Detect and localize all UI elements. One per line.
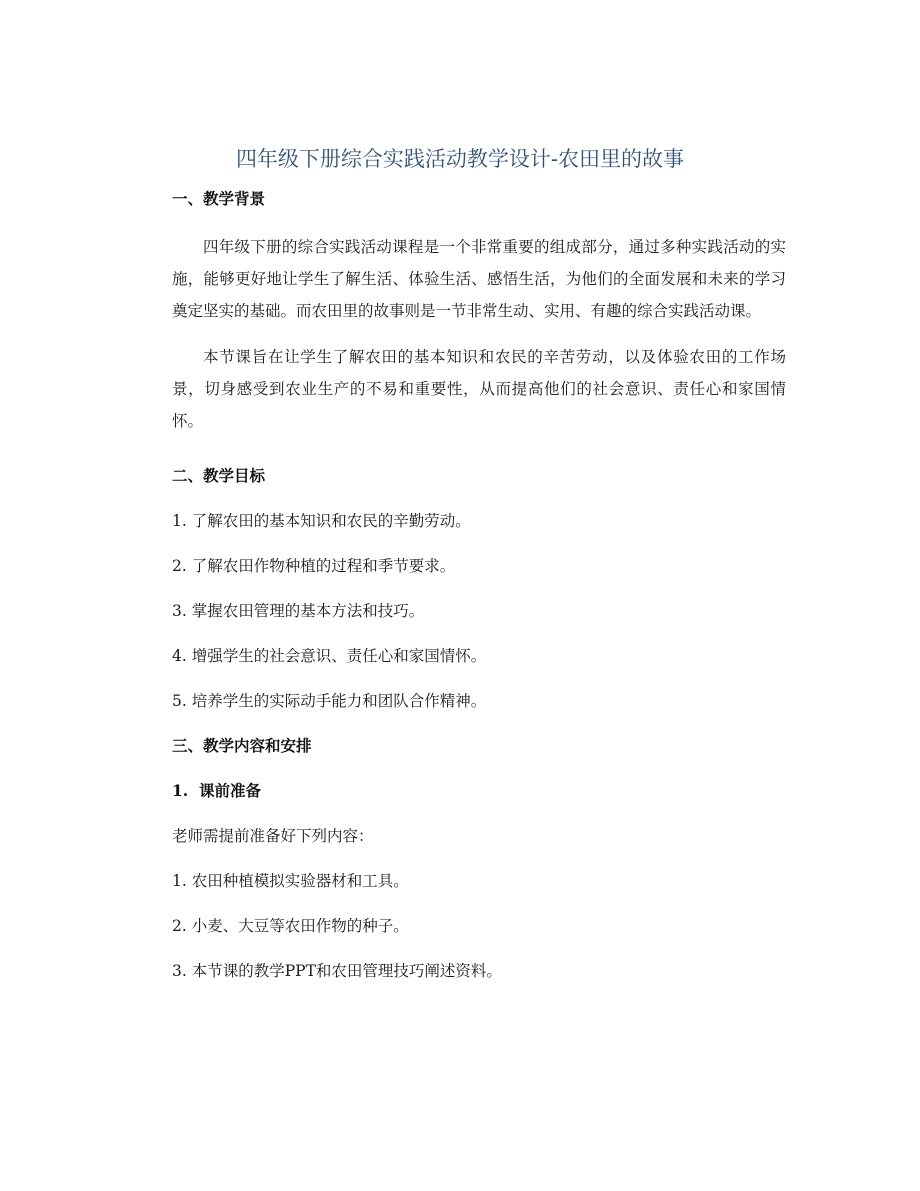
objective-item: 1. 了解农田的基本知识和农民的辛勤劳动。 xyxy=(172,512,471,530)
section-heading-background: 一、教学背景 xyxy=(172,189,266,208)
document-body xyxy=(172,186,786,984)
objective-item: 2. 了解农田作物种植的过程和季节要求。 xyxy=(172,557,456,575)
preparation-intro: 老师需提前准备好下列内容： xyxy=(172,827,374,845)
background-paragraph-1: 四年级下册的综合实践活动课程是一个非常重要的组成部分，通过多种实践活动的实施，能够更好地让学生了解生活、体验生活、感悟生活，为他们的全面发展和未来的学习奠定坚实的基础。而农田里的故事则是一节非常生动、实用、有趣的综合实践活动课。 xyxy=(172,238,786,320)
background-paragraph-2: 本节课旨在让学生了解农田的基本知识和农民的辛苦劳动，以及体验农田的工作场景，切身感受到农业生产的不易和重要性，从而提高他们的社会意识、责任心和家国情怀。 xyxy=(172,348,786,430)
preparation-item: 3. 本节课的教学PPT和农田管理技巧阐述资料。 xyxy=(172,962,502,980)
preparation-item: 2. 小麦、大豆等农田作物的种子。 xyxy=(172,917,409,935)
objective-item: 3. 掌握农田管理的基本方法和技巧。 xyxy=(172,602,425,620)
section-heading-content: 三、教学内容和安排 xyxy=(172,736,312,755)
section-heading-objectives: 二、教学目标 xyxy=(172,466,266,485)
objective-item: 5. 培养学生的实际动手能力和团队合作精神。 xyxy=(172,692,487,710)
preparation-item: 1. 农田种植模拟实验器材和工具。 xyxy=(172,872,409,890)
document-title: 四年级下册综合实践活动教学设计-农田里的故事 xyxy=(235,147,685,171)
objective-item: 4. 增强学生的社会意识、责任心和家国情怀。 xyxy=(172,647,487,665)
subsection-heading-preparation: 1. 课前准备 xyxy=(172,781,261,800)
